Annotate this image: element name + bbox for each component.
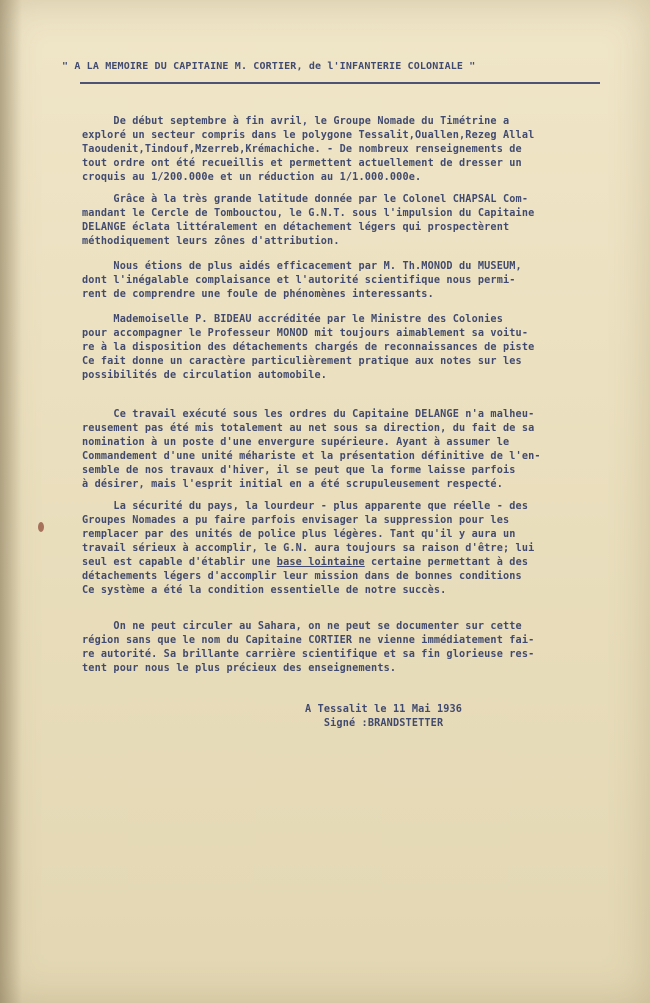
paragraph-security-part1: La sécurité du pays, la lourdeur - plus apparente que réelle - des Groupes Nomades a pu faire parfois envisager la suppression pour les remplacer par des unités de police plus légères. Tant qu'il y aura un travail sérieux à accomplir, le G.N. aura toujours sa raison d'être; lui seul est capable d'établir une [82,501,535,568]
paragraph-delange: Ce travail exécuté sous les ordres du Capitaine DELANGE n'a malheu- reusement pas été mis totalement au net sous sa direction, du fait de sa nomination à un poste d'une envergure supérieure. Ayant à assumer le Commandement d'une unité méhariste et la présentation définitive de l'en- semble de nos travaux d'hiver, il se peut que la forme laisse parfois à désirer, mais l'esprit initial en a été scrupuleusement respecté. [82,409,541,490]
paragraph-exploration: De début septembre à fin avril, le Groupe Nomade du Timétrine a exploré un secteur compris dans le polygone Tessalit,Ouallen,Rezeg Allal Taoudenit,Tindouf,Mzerreb,Krémachiche. - De nombreux renseignements de tout ordre ont été recueillis et permettent actuellement de dresser un croquis au 1/200.000e et un réduction au 1/1.000.000e. [82,116,535,183]
paragraph-bideau: Mademoiselle P. BIDEAU accréditée par le Ministre des Colonies pour accompagner le Professeur MONOD mit toujours aimablement sa voitu- re à la disposition des détachements chargés de reconnaissances de piste Ce fait donne un caractère particulièrement pratique aux notes sur les possibilités de circulation automobile. [82,314,535,381]
page-edge-shadow [0,0,22,1003]
paragraph-chapsal: Grâce à la très grande latitude donnée par le Colonel CHAPSAL Com- mandant le Cercle de Tombouctou, le G.N.T. sous l'impulsion du Capitaine DELANGE éclata littéralement en détachement légers qui prospectèrent méthodiquement leurs zônes d'attribution. [82,194,535,247]
signature-block [305,703,462,731]
heading-underline [80,82,600,84]
paper-mark [38,522,44,532]
document-heading: " A LA MEMOIRE DU CAPITAINE M. CORTIER, de l'INFANTERIE COLONIALE " [62,61,476,72]
paragraph-cortier: On ne peut circuler au Sahara, on ne peut se documenter sur cette région sans que le nom du Capitaine CORTIER ne vienne immédiatement fai- re autorité. Sa brillante carrière scientifique et sa fin glorieuse res- tent pour nous le plus précieux des enseignements. [82,621,535,674]
underlined-phrase: base lointaine [276,557,365,568]
paragraph-monod: Nous étions de plus aidés efficacement par M. Th.MONOD du MUSEUM, dont l'inégalable complaisance et l'autorité scientifique nous permi- rent de comprendre une foule de phénomènes interessants. [82,261,522,300]
signed-by: Signé :BRANDSTETTER [305,718,444,729]
paragraph-security [82,500,534,598]
paragraph-security-part2: certaine permettant à des détachements légers d'accomplir leur mission dans de bonnes conditions Ce système a été la condition essentielle de notre succès. [82,557,529,596]
place-date: A Tessalit le 11 Mai 1936 [305,704,463,715]
